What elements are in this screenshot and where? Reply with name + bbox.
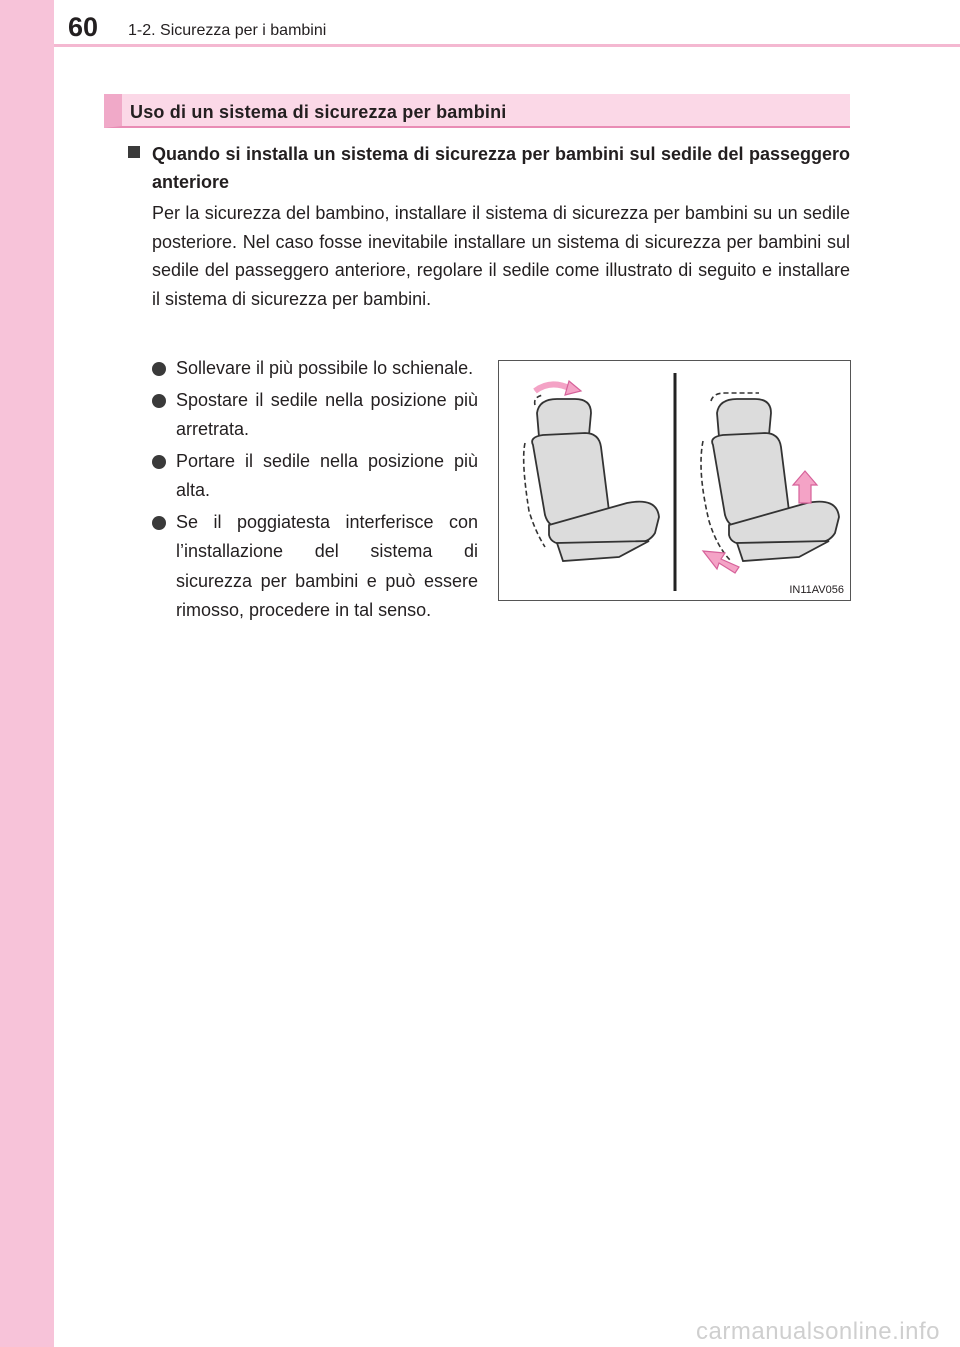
watermark: carmanualsonline.info (696, 1318, 940, 1345)
section-heading: Uso di un sistema di sicurezza per bambini (130, 102, 507, 122)
section-heading-bar (104, 94, 850, 128)
right-seat-icon (712, 399, 839, 561)
subheading: Quando si installa un sistema di sicurezza per bambini sul sedile del passeggero anteriore (152, 144, 850, 192)
bullet-dot-icon (152, 362, 166, 376)
list-item-text: Spostare il sedile nella posizione più arretrata. (176, 389, 478, 439)
back-arrow-icon (703, 551, 739, 573)
up-arrow-icon (793, 471, 817, 503)
list-item-text: Portare il sedile nella posizione più alta. (176, 450, 478, 500)
subheading-block (128, 140, 850, 196)
body-paragraph: Per la sicurezza del bambino, installare il sistema di sicurezza per bambini su un sedile posteriore. Nel caso fosse inevitabile installare un sistema di sicurezza per bambini sul sedile del passeggero anteriore, regolare il sedile come illustrato di seguito e installare il sistema di sicurezza per bambini. (152, 203, 850, 309)
list-item (152, 386, 478, 445)
list-item-text: Se il poggiatesta interferisce con l’installazione del sistema di sicurezza per bambini e può essere rimosso, procedere in tal senso. (176, 511, 478, 620)
square-bullet-icon (128, 146, 140, 158)
seat-illustration (498, 360, 851, 601)
side-color-strip (0, 0, 54, 1347)
list-item-text: Sollevare il più possibile lo schienale. (176, 358, 474, 378)
instruction-list (152, 354, 478, 628)
bullet-dot-icon (152, 394, 166, 408)
list-item (152, 447, 478, 506)
seat-adjustment-drawing (499, 361, 852, 602)
chapter-title: 1-2. Sicurezza per i bambini (128, 22, 327, 39)
figure-code: IN11AV056 (789, 584, 844, 596)
bullet-dot-icon (152, 516, 166, 530)
left-seat-icon (532, 399, 659, 561)
list-item (152, 508, 478, 626)
page-number: 60 (68, 12, 99, 42)
tilt-arrow-icon (535, 384, 571, 391)
header-divider (54, 44, 960, 47)
list-item (152, 354, 478, 384)
bullet-dot-icon (152, 455, 166, 469)
